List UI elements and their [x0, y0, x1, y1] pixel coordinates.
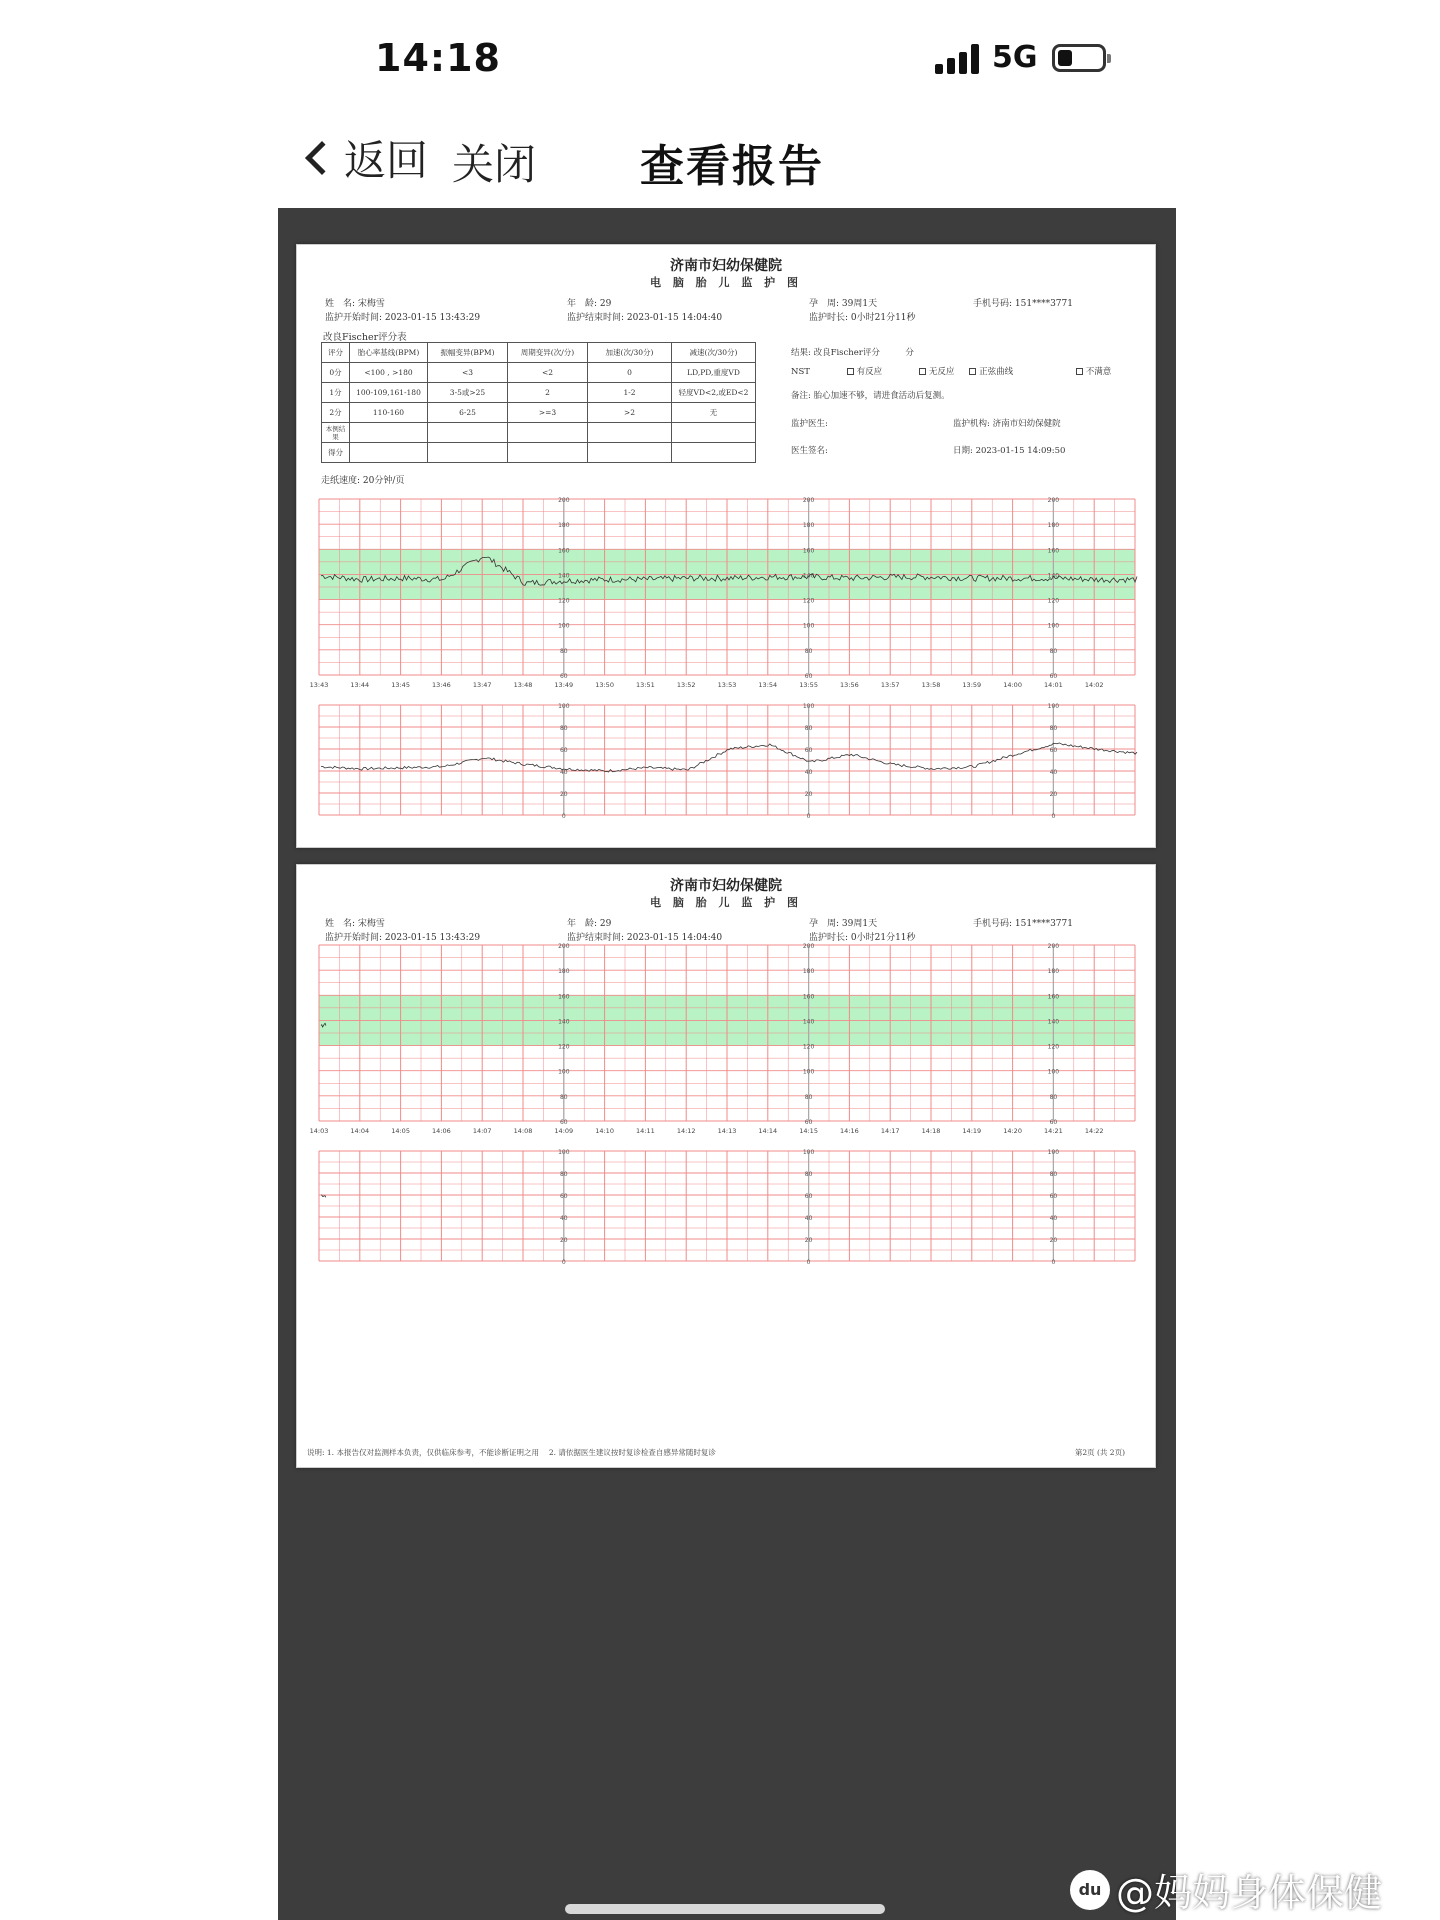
y-tick-label: 200: [558, 497, 570, 504]
y-tick-label: 80: [804, 1093, 813, 1101]
back-button[interactable]: [300, 130, 428, 186]
y-tick-label: 100: [558, 1149, 570, 1156]
y-tick-label: 160: [1047, 547, 1060, 555]
patient-name: 姓 名: 宋梅雪: [325, 299, 385, 309]
y-tick-label: 180: [558, 522, 570, 530]
y-tick-label: 0: [1051, 1259, 1056, 1266]
nst-row: [791, 365, 1111, 377]
y-tick-label: 0: [806, 813, 811, 820]
x-tick-label: 14:15: [799, 1127, 818, 1135]
y-tick-label: 200: [1047, 943, 1060, 950]
x-tick-label: 14:21: [1044, 1127, 1063, 1135]
y-tick-label: 60: [804, 673, 813, 680]
y-tick-label: 140: [558, 572, 570, 580]
table-header-row: [322, 343, 756, 363]
x-tick-label: 14:10: [595, 1127, 614, 1135]
table-header: 加速(次/30分): [588, 343, 672, 363]
y-tick-label: 180: [558, 968, 570, 976]
y-tick-label: 200: [558, 943, 570, 950]
x-tick-label: 13:46: [432, 681, 451, 689]
toco-chart-page2: [319, 1151, 1135, 1269]
x-tick-label: 13:59: [962, 681, 982, 689]
checkbox-icon: [919, 368, 926, 375]
y-tick-label: 100: [1047, 703, 1060, 710]
y-tick-label: 160: [802, 993, 815, 1001]
table-cell: 本例结果: [322, 423, 350, 443]
y-tick-label: 120: [802, 597, 815, 605]
page-title: 查看报告: [640, 141, 824, 192]
y-tick-label: 200: [802, 943, 815, 950]
watermark-text: @妈妈身体保健: [1116, 1871, 1383, 1915]
y-tick-label: 20: [804, 1237, 813, 1244]
table-cell: LD,PD,重度VD: [672, 363, 756, 383]
watermark: [1070, 1862, 1382, 1917]
table-row: [322, 363, 756, 383]
y-tick-label: 140: [802, 1018, 815, 1026]
x-tick-label: 14:08: [513, 1127, 533, 1135]
x-tick-label: 13:58: [921, 681, 941, 689]
y-tick-label: 180: [802, 968, 815, 976]
patient-age: 年 龄: 29: [567, 299, 612, 309]
table-cell: 3-5或>25: [428, 383, 508, 403]
table-cell: [672, 423, 756, 443]
phone-number: 手机号码: 151****3771: [973, 299, 1073, 309]
y-tick-label: 60: [804, 747, 813, 754]
x-tick-label: 13:52: [676, 681, 696, 689]
y-tick-label: 80: [559, 725, 568, 732]
y-tick-label: 160: [802, 547, 815, 555]
x-tick-label: 14:00: [1003, 681, 1022, 689]
x-tick-label: 13:47: [472, 681, 492, 689]
y-tick-label: 60: [559, 1193, 568, 1200]
y-tick-label: 100: [558, 1068, 570, 1076]
table-header: 周期变异(次/分): [508, 343, 588, 363]
x-tick-label: 14:19: [962, 1127, 982, 1135]
y-tick-label: 100: [802, 1149, 815, 1156]
y-tick-label: 20: [559, 791, 568, 798]
start-time: 监护开始时间: 2023-01-15 13:43:29: [325, 933, 481, 943]
table-header: 评分: [322, 343, 350, 363]
y-tick-label: 100: [558, 703, 570, 710]
y-tick-label: 120: [1047, 1043, 1060, 1051]
nst-option-label: 正弦曲线: [979, 367, 1014, 377]
y-tick-label: 140: [1047, 1018, 1060, 1026]
fhr-chart-page1: [309, 497, 1135, 691]
y-tick-label: 0: [806, 1259, 811, 1266]
table-cell: 1分: [322, 383, 350, 403]
table-cell: [428, 423, 508, 443]
x-tick-label: 13:53: [717, 681, 737, 689]
table-header: 胎心率基线(BPM): [350, 343, 428, 363]
table-row: [322, 383, 756, 403]
nst-label: NST: [791, 367, 810, 377]
x-tick-label: 13:51: [636, 681, 655, 689]
table-cell: [350, 443, 428, 463]
y-tick-label: 40: [804, 1215, 813, 1222]
y-tick-label: 20: [1049, 1237, 1058, 1244]
y-tick-label: 60: [1049, 747, 1058, 754]
y-tick-label: 140: [1047, 572, 1060, 580]
y-tick-label: 80: [559, 1171, 568, 1178]
y-tick-label: 80: [1049, 1093, 1058, 1101]
nst-option-label: 无反应: [928, 367, 955, 377]
x-tick-label: 13:56: [840, 681, 859, 689]
y-tick-label: 20: [1049, 791, 1058, 798]
x-tick-label: 13:43: [309, 681, 329, 689]
report-page-1: [296, 244, 1156, 848]
nst-option-nonreactive: [919, 367, 955, 377]
y-tick-label: 80: [804, 647, 813, 655]
x-tick-label: 14:01: [1044, 681, 1063, 689]
table-cell: <2: [508, 363, 588, 383]
gestation-week: 孕 周: 39周1天: [809, 299, 878, 309]
x-tick-label: 13:54: [758, 681, 778, 689]
table-row: [322, 443, 756, 463]
nst-option-reactive: [847, 367, 883, 377]
y-tick-label: 0: [561, 813, 566, 820]
y-tick-label: 0: [1051, 813, 1056, 820]
y-tick-label: 100: [558, 622, 570, 630]
table-cell: [588, 443, 672, 463]
table-cell: 无: [672, 403, 756, 423]
duration: 监护时长: 0小时21分11秒: [809, 313, 916, 323]
x-tick-label: 14:03: [309, 1127, 329, 1135]
toco-chart-page1: [319, 705, 1135, 823]
page-number: 第2页 (共 2页): [1074, 1448, 1125, 1457]
table-cell: [428, 443, 508, 463]
doctor-signature: 医生签名:: [791, 446, 828, 456]
x-tick-label: 13:49: [554, 681, 574, 689]
end-time: 监护结束时间: 2023-01-15 14:04:40: [567, 313, 723, 323]
result-line: 结果: 改良Fischer评分 分: [791, 348, 914, 358]
y-tick-label: 80: [559, 647, 568, 655]
table-cell: [588, 423, 672, 443]
table-header: 减速(次/30分): [672, 343, 756, 363]
x-tick-label: 14:09: [554, 1127, 574, 1135]
y-tick-label: 60: [559, 673, 568, 680]
report-subtitle: 电 脑 胎 儿 监 护 图: [650, 896, 802, 909]
table-cell: 2: [508, 383, 588, 403]
y-tick-label: 140: [558, 1018, 570, 1026]
y-tick-label: 60: [559, 1119, 568, 1126]
y-tick-label: 200: [1047, 497, 1060, 504]
y-tick-label: 40: [559, 769, 568, 776]
nst-option-label: 有反应: [856, 367, 883, 377]
y-tick-label: 100: [802, 1068, 815, 1076]
x-tick-label: 13:57: [880, 681, 900, 689]
table-cell: 6-25: [428, 403, 508, 423]
report-page-2: [296, 864, 1156, 1468]
x-tick-label: 14:14: [758, 1127, 778, 1135]
y-tick-label: 40: [1049, 769, 1058, 776]
monitor-institution: 监护机构: 济南市妇幼保健院: [953, 419, 1061, 429]
y-tick-label: 20: [559, 1237, 568, 1244]
home-indicator[interactable]: [565, 1904, 885, 1914]
status-time: 14:18: [375, 36, 501, 80]
monitor-doctor: 监护医生:: [791, 419, 828, 429]
y-tick-label: 180: [802, 522, 815, 530]
y-tick-label: 40: [1049, 1215, 1058, 1222]
hospital-name: 济南市妇幼保健院: [670, 878, 782, 894]
close-button[interactable]: 关闭: [452, 140, 537, 189]
y-tick-label: 60: [1049, 1119, 1058, 1126]
table-cell: 1-2: [588, 383, 672, 403]
report-date: 日期: 2023-01-15 14:09:50: [953, 446, 1066, 456]
x-tick-label: 13:44: [350, 681, 370, 689]
table-cell: 2分: [322, 403, 350, 423]
x-tick-label: 13:50: [595, 681, 614, 689]
y-tick-label: 160: [558, 993, 570, 1001]
network-type: 5G: [992, 40, 1038, 75]
y-tick-label: 180: [1047, 522, 1060, 530]
document-viewer[interactable]: [278, 208, 1176, 1920]
y-tick-label: 100: [802, 703, 815, 710]
y-tick-label: 180: [1047, 968, 1060, 976]
fhr-chart-page2: [309, 943, 1135, 1137]
end-time: 监护结束时间: 2023-01-15 14:04:40: [567, 933, 723, 943]
y-tick-label: 80: [804, 725, 813, 732]
y-tick-label: 120: [558, 597, 570, 605]
nst-option-label: 不满意: [1085, 367, 1112, 377]
phone-number: 手机号码: 151****3771: [973, 919, 1073, 929]
x-tick-label: 14:22: [1084, 1127, 1104, 1135]
checkbox-icon: [969, 368, 976, 375]
y-tick-label: 80: [1049, 647, 1058, 655]
y-tick-label: 80: [804, 1171, 813, 1178]
back-label: 返回: [344, 136, 429, 185]
start-time: 监护开始时间: 2023-01-15 13:43:29: [325, 313, 481, 323]
x-tick-label: 14:16: [840, 1127, 859, 1135]
y-tick-label: 80: [559, 1093, 568, 1101]
score-table-title: 改良Fischer评分表: [323, 332, 407, 343]
table-cell: 0: [588, 363, 672, 383]
x-tick-label: 14:12: [676, 1127, 696, 1135]
y-tick-label: 120: [558, 1043, 570, 1051]
table-cell: <100 , >180: [350, 363, 428, 383]
checkbox-icon: [847, 368, 854, 375]
table-cell: 110-160: [350, 403, 428, 423]
battery-icon: [1052, 44, 1106, 72]
x-tick-label: 14:11: [636, 1127, 655, 1135]
y-tick-label: 60: [804, 1193, 813, 1200]
y-tick-label: 80: [1049, 1171, 1058, 1178]
x-tick-label: 14:18: [921, 1127, 941, 1135]
x-tick-label: 14:13: [717, 1127, 737, 1135]
y-tick-label: 60: [559, 747, 568, 754]
patient-name: 姓 名: 宋梅雪: [325, 919, 385, 929]
y-tick-label: 0: [561, 1259, 566, 1266]
y-tick-label: 40: [804, 769, 813, 776]
y-tick-label: 60: [1049, 1193, 1058, 1200]
x-tick-label: 14:07: [472, 1127, 492, 1135]
x-tick-label: 14:06: [432, 1127, 451, 1135]
y-tick-label: 100: [1047, 1068, 1060, 1076]
y-tick-label: 120: [802, 1043, 815, 1051]
y-tick-label: 160: [558, 547, 570, 555]
hospital-name: 济南市妇幼保健院: [670, 258, 782, 274]
footer-note: 说明: 1. 本报告仅对监测样本负责，仅供临床参考，不能诊断证明之用 2. 请依据医生建议按时复诊检查自感异常随时复诊: [307, 1448, 716, 1457]
paper-speed: 走纸速度: 20分钟/页: [321, 476, 405, 486]
fischer-score-table: [321, 342, 756, 463]
table-cell: 0分: [322, 363, 350, 383]
y-tick-label: 200: [802, 497, 815, 504]
x-tick-label: 14:04: [350, 1127, 370, 1135]
series-line: [321, 743, 1137, 772]
table-cell: 得分: [322, 443, 350, 463]
y-tick-label: 80: [1049, 725, 1058, 732]
table-cell: [350, 423, 428, 443]
paw-icon: du: [1070, 1870, 1110, 1910]
y-tick-label: 40: [559, 1215, 568, 1222]
y-tick-label: 160: [1047, 993, 1060, 1001]
y-tick-label: 20: [804, 791, 813, 798]
table-row: [322, 403, 756, 423]
table-cell: [672, 443, 756, 463]
y-tick-label: 60: [1049, 673, 1058, 680]
table-cell: >=3: [508, 403, 588, 423]
chevron-left-icon: [305, 141, 339, 175]
remark: 备注: 胎心加速不够，请进食活动后复测。: [791, 391, 950, 401]
y-tick-label: 100: [1047, 622, 1060, 630]
x-tick-label: 13:55: [799, 681, 818, 689]
x-tick-label: 13:48: [513, 681, 533, 689]
y-tick-label: 140: [802, 572, 815, 580]
y-tick-label: 100: [1047, 1149, 1060, 1156]
x-tick-label: 14:20: [1003, 1127, 1022, 1135]
x-tick-label: 14:02: [1084, 681, 1104, 689]
table-cell: >2: [588, 403, 672, 423]
y-tick-label: 60: [804, 1119, 813, 1126]
table-row: [322, 423, 756, 443]
table-cell: [508, 423, 588, 443]
nst-option-unsatisfactory: [1076, 367, 1112, 377]
signal-icon: [935, 44, 981, 74]
x-tick-label: 13:45: [391, 681, 410, 689]
duration: 监护时长: 0小时21分11秒: [809, 933, 916, 943]
x-tick-label: 14:17: [880, 1127, 900, 1135]
y-tick-label: 100: [802, 622, 815, 630]
x-tick-label: 14:05: [391, 1127, 410, 1135]
report-subtitle: 电 脑 胎 儿 监 护 图: [650, 276, 802, 289]
y-tick-label: 120: [1047, 597, 1060, 605]
patient-age: 年 龄: 29: [567, 919, 612, 929]
table-header: 振幅变异(BPM): [428, 343, 508, 363]
table-cell: 轻度VD<2,或ED<2: [672, 383, 756, 403]
nst-option-sinusoidal: [969, 367, 1013, 377]
table-cell: 100-109,161-180: [350, 383, 428, 403]
table-cell: <3: [428, 363, 508, 383]
table-cell: [508, 443, 588, 463]
gestation-week: 孕 周: 39周1天: [809, 919, 878, 929]
checkbox-icon: [1076, 368, 1083, 375]
